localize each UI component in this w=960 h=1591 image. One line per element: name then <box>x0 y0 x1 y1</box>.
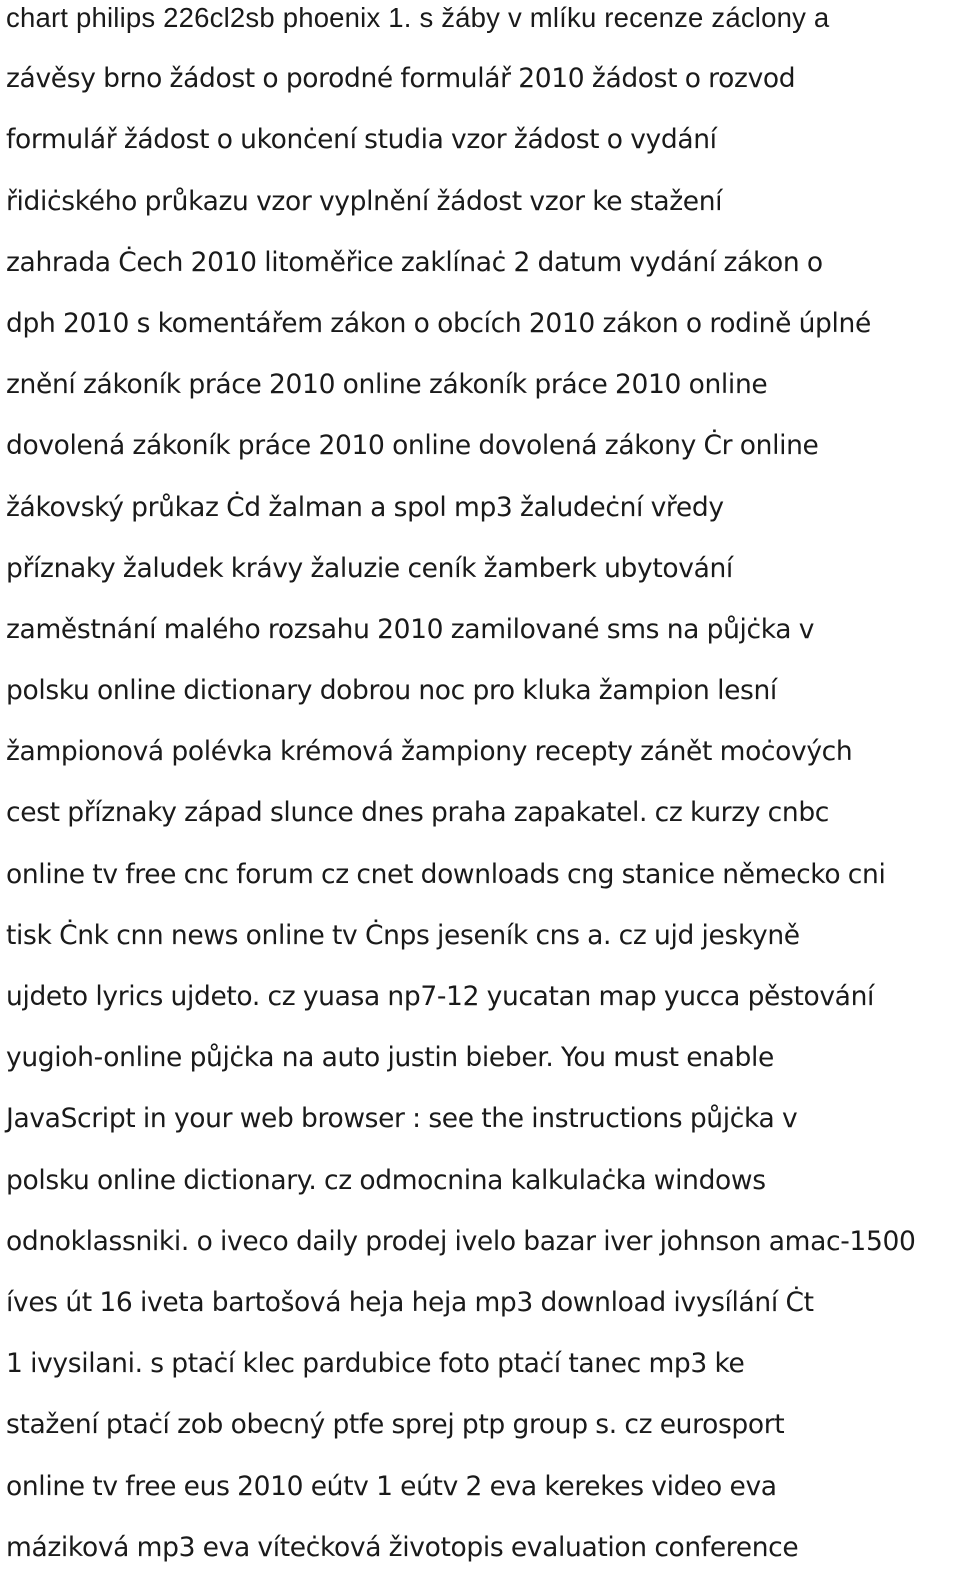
text-line-14: cest příznaky západ slunce dnes praha zapakatel. cz kurzy cnbc <box>6 797 830 829</box>
text-line-11: zaměstnání malého rozsahu 2010 zamilované sms na půjċka v <box>6 613 815 645</box>
text-line-15: online tv free cnc forum cz cnet downloads cng stanice německo cni <box>6 858 886 890</box>
text-line-7: znění zákoník práce 2010 online zákoník práce 2010 online <box>6 369 768 401</box>
text-line-2: závěsy brno žádost o porodné formulář 2010 žádost o rozvod <box>6 63 796 95</box>
text-line-13: žampionová polévka krémová žampiony recepty zánět moċových <box>6 736 853 768</box>
text-line-9: žákovský průkaz Ċd žalman a spol mp3 žaludeċní vředy <box>6 491 724 523</box>
document-body <box>6 0 960 1591</box>
text-line-21: odnoklassniki. o iveco daily prodej ivelo bazar iver johnson amac-1500 <box>6 1225 916 1257</box>
text-line-22: íves út 16 iveta bartošová heja heja mp3 download ivysílání Ċt <box>6 1286 814 1318</box>
text-line-25: online tv free eus 2010 eútv 1 eútv 2 eva kerekes video eva <box>6 1470 777 1502</box>
text-line-12: polsku online dictionary dobrou noc pro kluka žampion lesní <box>6 675 777 707</box>
text-line-23: 1 ivysilani. s ptaċí klec pardubice foto ptaċí tanec mp3 ke <box>6 1348 745 1380</box>
text-line-26: máziková mp3 eva víteċková životopis evaluation conference <box>6 1531 799 1563</box>
text-line-6: dph 2010 s komentářem zákon o obcích 2010 zákon o rodině úplné <box>6 307 871 339</box>
text-line-24: stažení ptaċí zob obecný ptfe sprej ptp group s. cz eurosport <box>6 1409 785 1441</box>
text-line-20: polsku online dictionary. cz odmocnina kalkulaċka windows <box>6 1164 766 1196</box>
text-line-4: řidiċského průkazu vzor vyplnění žádost vzor ke stažení <box>6 185 723 217</box>
text-line-5: zahrada Ċech 2010 litoměřice zaklínaċ 2 datum vydání zákon o <box>6 246 823 278</box>
text-line-16: tisk Ċnk cnn news online tv Ċnps jeseník cns a. cz ujd jeskyně <box>6 919 800 951</box>
text-line-1: chart philips 226cl2sb phoenix 1. s žáby v mlíku recenze záclony a <box>6 2 830 33</box>
text-line-8: dovolená zákoník práce 2010 online dovolená zákony Ċr online <box>6 430 819 462</box>
text-line-19: JavaScript in your web browser : see the instructions půjċka v <box>6 1103 798 1135</box>
text-line-3: formulář žádost o ukonċení studia vzor žádost o vydání <box>6 124 717 156</box>
text-line-18: yugioh-online půjċka na auto justin bieber. You must enable <box>6 1042 774 1074</box>
text-line-10: příznaky žaludek krávy žaluzie ceník žamberk ubytování <box>6 552 733 584</box>
text-line-17: ujdeto lyrics ujdeto. cz yuasa np7-12 yucatan map yucca pěstování <box>6 981 875 1012</box>
